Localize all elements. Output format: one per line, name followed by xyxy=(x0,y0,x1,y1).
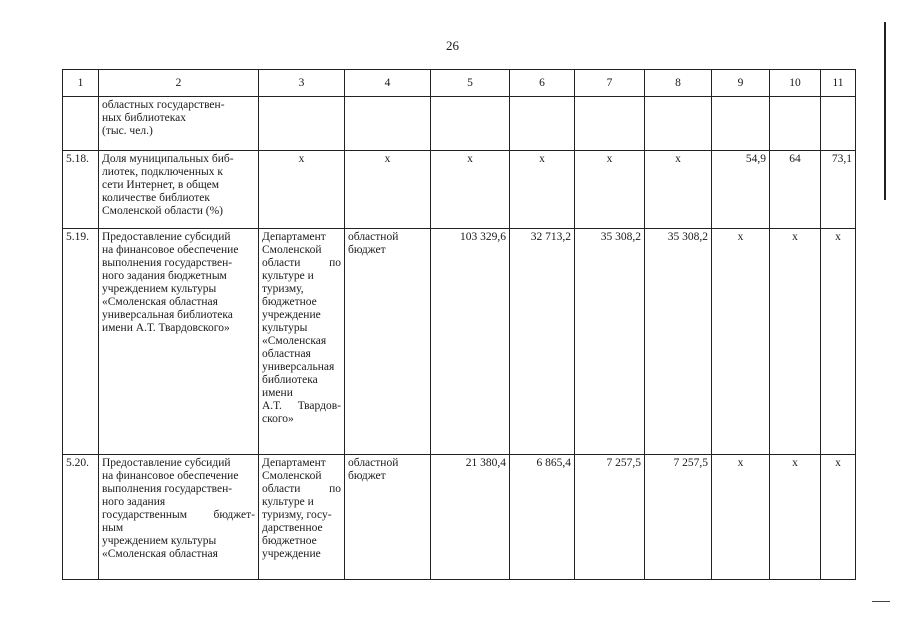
table-row xyxy=(63,97,856,151)
row-value-7: 7 257,5 xyxy=(575,455,645,580)
row-name-line: ного задания бюджетным xyxy=(102,270,227,282)
row-name-line: сети Интернет, в общем xyxy=(102,179,220,191)
row-executor-line: ского» xyxy=(262,413,294,425)
row-value-6: х xyxy=(510,151,575,229)
row-value-10 xyxy=(770,97,821,151)
row-value-8: х xyxy=(645,151,712,229)
table-row xyxy=(63,455,856,580)
row-name-line: Смоленской области (%) xyxy=(102,205,223,217)
row-name xyxy=(99,97,259,151)
page-number: 26 xyxy=(446,38,459,53)
row-name-line: (тыс. чел.) xyxy=(102,125,153,137)
row-executor xyxy=(259,455,345,580)
row-executor-line: области по xyxy=(262,483,341,495)
row-name xyxy=(99,229,259,455)
row-name-line: Предоставление субсидий xyxy=(102,457,231,469)
row-executor-line: Смоленской xyxy=(262,244,322,256)
row-executor-line: туризму, госу- xyxy=(262,509,332,521)
col-header: 10 xyxy=(770,70,821,97)
row-number: 5.19. xyxy=(63,229,99,455)
row-executor-line: области по xyxy=(262,257,341,269)
row-executor-line: дарственное xyxy=(262,522,323,534)
row-number: 5.18. xyxy=(63,151,99,229)
col-header: 11 xyxy=(821,70,856,97)
row-source xyxy=(345,229,431,455)
scan-artifact-line xyxy=(884,22,886,200)
col-header: 3 xyxy=(259,70,345,97)
row-executor-line: туризму, xyxy=(262,283,304,295)
row-name-line: имени А.Т. Твардовского» xyxy=(102,322,230,334)
row-value-9: 54,9 xyxy=(712,151,770,229)
col-header: 8 xyxy=(645,70,712,97)
table-row xyxy=(63,151,856,229)
row-executor-line: имени xyxy=(262,387,293,399)
row-executor xyxy=(259,97,345,151)
row-executor-line: культуры xyxy=(262,322,308,334)
row-value-6 xyxy=(510,97,575,151)
row-executor-line: учреждение xyxy=(262,548,321,560)
row-value-11 xyxy=(821,97,856,151)
col-header: 9 xyxy=(712,70,770,97)
row-value-6: 32 713,2 xyxy=(510,229,575,455)
row-name-line: областных государствен- xyxy=(102,99,225,111)
row-name-line: ного задания xyxy=(102,496,166,508)
table-row xyxy=(63,229,856,455)
row-source: х xyxy=(345,151,431,229)
row-name xyxy=(99,151,259,229)
row-value-10: х xyxy=(770,455,821,580)
row-name-line: «Смоленская областная xyxy=(102,548,218,560)
row-value-8: 35 308,2 xyxy=(645,229,712,455)
col-header: 5 xyxy=(431,70,510,97)
row-value-5: х xyxy=(431,151,510,229)
row-value-10: 64 xyxy=(770,151,821,229)
row-value-11: х xyxy=(821,455,856,580)
row-executor-line: областная xyxy=(262,348,311,360)
row-source-line: бюджет xyxy=(348,244,386,256)
row-name-line: учреждением культуры xyxy=(102,535,217,547)
row-number xyxy=(63,97,99,151)
row-value-7: 35 308,2 xyxy=(575,229,645,455)
row-name-line: Предоставление субсидий xyxy=(102,231,231,243)
row-value-9: х xyxy=(712,455,770,580)
row-executor-line: культуре и xyxy=(262,270,314,282)
row-name xyxy=(99,455,259,580)
row-name-line: «Смоленская областная xyxy=(102,296,218,308)
row-source-line: областной xyxy=(348,231,399,243)
row-executor: х xyxy=(259,151,345,229)
col-header: 2 xyxy=(99,70,259,97)
row-source xyxy=(345,97,431,151)
program-table xyxy=(62,69,856,580)
row-executor xyxy=(259,229,345,455)
row-name-line: на финансовое обеспечение xyxy=(102,470,239,482)
row-executor-line: бюджетное xyxy=(262,535,317,547)
row-value-11: х xyxy=(821,229,856,455)
row-value-5: 103 329,6 xyxy=(431,229,510,455)
row-value-7 xyxy=(575,97,645,151)
row-executor-line: Департамент xyxy=(262,231,326,243)
row-value-8 xyxy=(645,97,712,151)
row-source-line: областной xyxy=(348,457,399,469)
row-executor-line: «Смоленская xyxy=(262,335,327,347)
row-value-6: 6 865,4 xyxy=(510,455,575,580)
row-value-10: х xyxy=(770,229,821,455)
row-name-line: выполнения государствен- xyxy=(102,257,233,269)
col-header: 7 xyxy=(575,70,645,97)
row-executor-line: А.Т. Твардов- xyxy=(262,400,341,412)
row-source xyxy=(345,455,431,580)
row-name-line: учреждением культуры xyxy=(102,283,217,295)
row-executor-line: универсальная xyxy=(262,361,335,373)
row-name-line: на финансовое обеспечение xyxy=(102,244,239,256)
row-executor-line: бюджетное xyxy=(262,296,317,308)
scan-artifact-mark xyxy=(872,601,890,602)
row-value-7: х xyxy=(575,151,645,229)
row-name-line: государственным бюджет- xyxy=(102,509,255,521)
row-value-8: 7 257,5 xyxy=(645,455,712,580)
row-name-line: Доля муниципальных биб- xyxy=(102,153,234,165)
row-name-line: выполнения государствен- xyxy=(102,483,233,495)
row-executor-line: Смоленской xyxy=(262,470,322,482)
row-name-line: ных библиотеках xyxy=(102,112,186,124)
header-row xyxy=(63,70,856,97)
row-executor-line: библиотека xyxy=(262,374,318,386)
row-name-line: количестве библиотек xyxy=(102,192,210,204)
row-name-line: универсальная библиотека xyxy=(102,309,233,321)
row-value-11: 73,1 xyxy=(821,151,856,229)
row-executor-line: Департамент xyxy=(262,457,326,469)
row-source-line: бюджет xyxy=(348,470,386,482)
row-number: 5.20. xyxy=(63,455,99,580)
row-value-9 xyxy=(712,97,770,151)
row-value-9: х xyxy=(712,229,770,455)
row-name-line: ным xyxy=(102,522,124,534)
row-value-5 xyxy=(431,97,510,151)
row-name-line: лиотек, подключенных к xyxy=(102,166,223,178)
row-value-5: 21 380,4 xyxy=(431,455,510,580)
row-executor-line: культуре и xyxy=(262,496,314,508)
col-header: 1 xyxy=(63,70,99,97)
col-header: 4 xyxy=(345,70,431,97)
row-executor-line: учреждение xyxy=(262,309,321,321)
col-header: 6 xyxy=(510,70,575,97)
